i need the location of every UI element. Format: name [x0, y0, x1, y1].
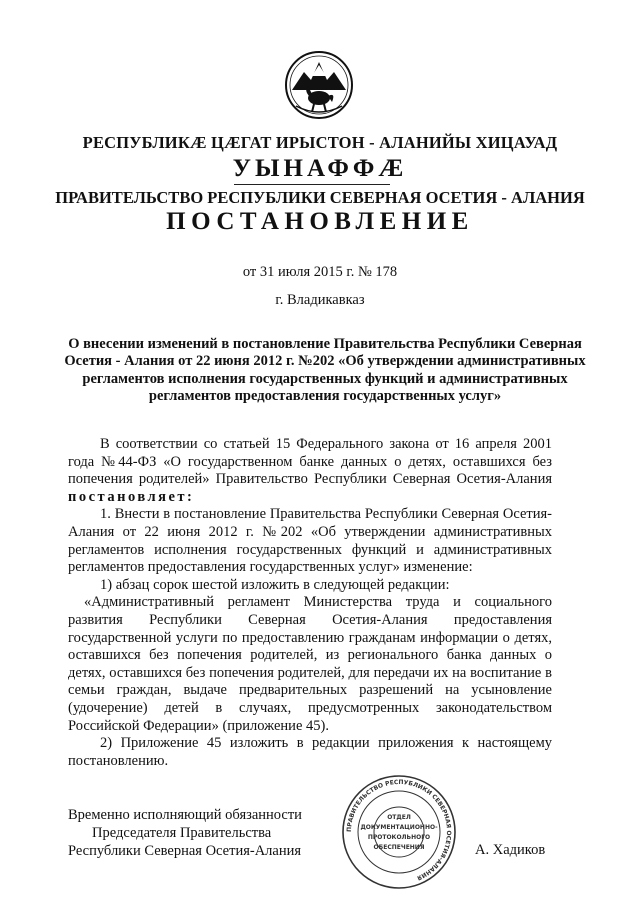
preamble-paragraph: [68, 436, 552, 506]
stamp-center-line-1: ОТДЕЛ: [387, 814, 411, 821]
stamp-center-line-3: ПРОТОКОЛЬНОГО: [367, 834, 431, 841]
date-line: от 31 июля 2015 г. № 178: [242, 264, 398, 280]
document-body: [68, 436, 552, 770]
resolves-word: постановляет:: [68, 488, 195, 505]
item-1-1-paragraph: 1) абзац сорок шестой изложить в следующей редакции:: [100, 576, 450, 593]
signature-line-2: Председателя Правительства: [92, 825, 272, 841]
header-doc-type: ПОСТАНОВЛЕНИЕ: [166, 208, 474, 235]
stamp-ring-text: ПРАВИТЕЛЬСТВО РЕСПУБЛИКИ СЕВЕРНАЯ ОСЕТИЯ-АЛАНИЯ: [345, 778, 453, 882]
signatory-name: А. Хадиков: [475, 842, 546, 858]
stamp-center-line-4: ОБЕСПЕЧЕНИЯ: [373, 844, 425, 851]
signature-line-3: Республики Северная Осетия-Алания: [68, 843, 302, 859]
header-government: ПРАВИТЕЛЬСТВО РЕСПУБЛИКИ СЕВЕРНАЯ ОСЕТИЯ - АЛАНИЯ: [55, 188, 585, 207]
header-divider: [234, 184, 390, 185]
preamble-text: В соответствии со статьей 15 Федерального закона от 16 апреля 2001 года №44-ФЗ «О государственном банке данных о детях, оставшихся без попечения родителей» Правительство Республики Северная Осетия-Алания: [68, 436, 552, 488]
item-2-paragraph: 2) Приложение 45 изложить в редакции приложения к настоящему постановлению.: [68, 735, 552, 769]
header-ossetian-doc-type: УЫНАФФӔ: [232, 155, 408, 182]
document-title: О внесении изменений в постановление Правительства Республики Северная Осетия - Алания от 22 июня 2012 г. №202 «Об утверждении административных регламентов исполнения государственных функций и административных регламентов предоставления государственных услуг»: [64, 336, 586, 404]
stamp-center-line-2: ДОКУМЕНТАЦИОННО-: [360, 824, 438, 831]
coat-of-arms-emblem: [284, 50, 354, 120]
official-stamp: [340, 773, 458, 891]
signature-block: [68, 806, 302, 860]
quoted-regulation-paragraph: «Административный регламент Министерства труда и социального развития Республики Северная Осетия-Алания предоставления государственной услуги по предоставлению гражданам информации о детях, оставшихся без попечения родителей, из регионального банка данных о детях, оставшихся без попечения родителей, для передачи их на воспитание в семьи граждан, выдаче предварительных разрешений на усыновление (удочерение) детей в случаях, предусмотренных законодательством Российской Федерации» (приложение 45).: [68, 594, 552, 734]
item-1-paragraph: 1. Внести в постановление Правительства Республики Северная Осетия-Алания от 22 июня 2012 г. №202 «Об утверждении административных регламентов исполнения государственных функций и административных регламентов предоставления государственных услуг» изменение:: [68, 506, 552, 576]
header-ossetian-republic: РЕСПУБЛИКӔ ЦӔГАТ ИРЫСТОН - АЛАНИЙЫ ХИЦАУАД: [82, 133, 558, 152]
city: г. Владикавказ: [275, 292, 365, 308]
signature-line-1: Временно исполняющий обязанности: [68, 807, 302, 823]
